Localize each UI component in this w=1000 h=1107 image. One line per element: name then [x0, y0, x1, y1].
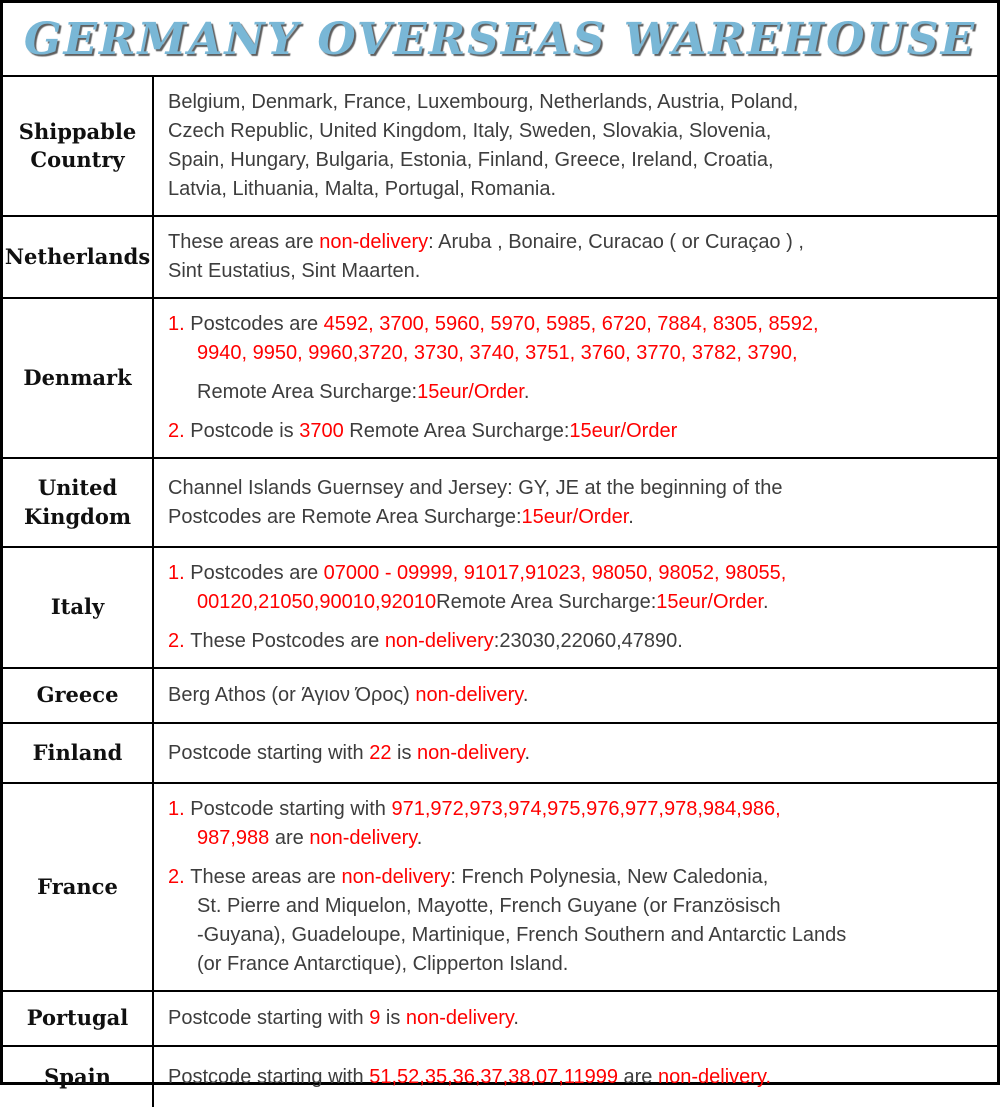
- table-row: [3, 546, 997, 667]
- highlighted-text: 971,972,973,974,975,976,977,978,984,986,: [391, 798, 781, 820]
- plain-text: .: [524, 741, 531, 764]
- country-label: Greece: [3, 669, 154, 722]
- plain-text: .: [416, 827, 423, 849]
- highlighted-text: 4592, 3700, 5960, 5970, 5985, 6720, 7884, 8305, 8592,: [323, 313, 819, 335]
- highlighted-text: non-delivery: [658, 1065, 766, 1088]
- highlighted-text: 3700: [299, 420, 344, 442]
- plain-text: Postcodes are: [190, 313, 324, 335]
- plain-text: Remote Area Surcharge:: [436, 591, 657, 613]
- plain-text: are: [617, 1065, 658, 1088]
- title-row: [3, 3, 997, 75]
- country-label: Denmark: [3, 299, 154, 457]
- table-row: [3, 457, 997, 546]
- highlighted-text: 00120,21050,90010,92010: [197, 591, 437, 613]
- detail-text: [168, 627, 989, 656]
- detail-text: [168, 681, 989, 710]
- highlighted-text: 9940, 9950, 9960,3720, 3730, 3740, 3751, 3760, 3770, 3782, 3790,: [197, 342, 798, 364]
- item-number: 1.: [168, 313, 191, 335]
- plain-text: Czech Republic, United Kingdom, Italy, Sweden, Slovakia, Slovenia,: [168, 120, 772, 142]
- detail-text: [168, 863, 989, 979]
- table-row: [3, 1045, 997, 1107]
- plain-text: Postcode starting with: [168, 741, 370, 764]
- detail-text: [168, 310, 989, 368]
- plain-text: These areas are: [168, 231, 320, 253]
- country-label: Finland: [3, 724, 154, 782]
- plain-text: .: [763, 591, 769, 613]
- plain-text: .: [628, 505, 634, 528]
- table-row: [3, 782, 997, 990]
- plain-text: Postcodes are Remote Area Surcharge:: [168, 505, 522, 528]
- detail-text: [168, 559, 989, 617]
- plain-text: are: [269, 827, 310, 849]
- country-details: [154, 1047, 997, 1107]
- country-details: [154, 992, 997, 1045]
- detail-text: [168, 1004, 989, 1033]
- plain-text: Postcode starting with: [190, 798, 392, 820]
- detail-text: [168, 1063, 989, 1092]
- item-number: 1.: [168, 798, 191, 820]
- plain-text: Postcode starting with: [168, 1065, 370, 1088]
- plain-text: Belgium, Denmark, France, Luxembourg, Netherlands, Austria, Poland,: [168, 91, 799, 113]
- country-label: Netherlands: [3, 217, 154, 297]
- page-title: GERMANY OVERSEAS WAREHOUSE: [23, 13, 977, 65]
- plain-text: is: [380, 1007, 406, 1029]
- detail-text: [168, 417, 989, 446]
- country-label: Shippable Country: [3, 77, 154, 215]
- plain-text: Berg Athos (or Άγιον Όρος): [168, 684, 416, 706]
- plain-text: Postcode is: [190, 420, 300, 442]
- plain-text: .: [522, 684, 529, 706]
- highlighted-text: .: [765, 1065, 772, 1088]
- highlighted-text: 15eur/Order: [417, 381, 524, 403]
- highlighted-text: non-delivery: [319, 231, 429, 253]
- table-row: [3, 75, 997, 215]
- item-number: 2.: [168, 630, 191, 652]
- country-details: [154, 724, 997, 782]
- highlighted-text: non-delivery: [415, 684, 523, 706]
- plain-text: .: [523, 381, 530, 403]
- country-details: [154, 548, 997, 667]
- plain-text: St. Pierre and Miquelon, Mayotte, French Guyane (or Französisch: [197, 895, 781, 917]
- detail-text: [168, 474, 989, 532]
- plain-text: Remote Area Surcharge:: [197, 381, 418, 403]
- table-row: [3, 722, 997, 782]
- highlighted-text: non-delivery: [309, 827, 417, 849]
- country-details: [154, 77, 997, 215]
- country-label: Spain: [3, 1047, 154, 1107]
- table-row: [3, 667, 997, 722]
- plain-text: (or France Antarctique), Clipperton Island.: [197, 953, 569, 975]
- table-row: [3, 297, 997, 457]
- plain-text: -Guyana), Guadeloupe, Martinique, French Southern and Antarctic Lands: [197, 924, 847, 946]
- plain-text: Channel Islands Guernsey and Jersey: GY, JE at the beginning of the: [168, 476, 783, 499]
- highlighted-text: 15eur/Order: [569, 420, 678, 442]
- country-details: [154, 784, 997, 990]
- detail-text: [168, 88, 989, 204]
- highlighted-text: non-delivery: [341, 866, 451, 888]
- plain-text: .: [513, 1007, 519, 1029]
- plain-text: Remote Area Surcharge:: [343, 420, 570, 442]
- country-label: France: [3, 784, 154, 990]
- highlighted-text: 9: [369, 1007, 381, 1029]
- country-details: [154, 669, 997, 722]
- plain-text: :23030,22060,47890.: [493, 630, 683, 652]
- plain-text: is: [391, 741, 418, 764]
- highlighted-text: 15eur/Order: [656, 591, 763, 613]
- item-number: 1.: [168, 562, 191, 584]
- country-details: [154, 217, 997, 297]
- item-number: 2.: [168, 866, 191, 888]
- country-label: Italy: [3, 548, 154, 667]
- highlighted-text: 987,988: [197, 827, 270, 849]
- table-body: [3, 75, 997, 1107]
- plain-text: Sint Eustatius, Sint Maarten.: [168, 260, 421, 282]
- plain-text: These Postcodes are: [190, 630, 385, 652]
- country-details: [154, 299, 997, 457]
- detail-text: [168, 795, 989, 853]
- table-row: [3, 990, 997, 1045]
- highlighted-text: non-delivery: [417, 741, 525, 764]
- highlighted-text: 07000 - 09999, 91017,91023, 98050, 98052, 98055,: [323, 562, 787, 584]
- plain-text: Latvia, Lithuania, Malta, Portugal, Romania.: [168, 178, 556, 200]
- plain-text: Postcodes are: [190, 562, 324, 584]
- item-number: 2.: [168, 420, 191, 442]
- plain-text: : French Polynesia, New Caledonia,: [450, 866, 769, 888]
- highlighted-text: 51,52,35,36,37,38,07,11999: [369, 1065, 618, 1088]
- plain-text: Spain, Hungary, Bulgaria, Estonia, Finland, Greece, Ireland, Croatia,: [168, 149, 774, 171]
- table-row: [3, 215, 997, 297]
- country-label: Portugal: [3, 992, 154, 1045]
- plain-text: Postcode starting with: [168, 1007, 370, 1029]
- plain-text: : Aruba , Bonaire, Curacao ( or Curaçao ) ,: [428, 231, 804, 253]
- country-details: [154, 459, 997, 546]
- detail-text: [168, 739, 989, 768]
- highlighted-text: 15eur/Order: [521, 505, 629, 528]
- detail-text: [168, 228, 989, 286]
- highlighted-text: non-delivery: [405, 1007, 514, 1029]
- plain-text: These areas are: [190, 866, 342, 888]
- highlighted-text: non-delivery: [384, 630, 494, 652]
- detail-text: [168, 378, 989, 407]
- highlighted-text: 22: [369, 741, 392, 764]
- country-label: United Kingdom: [3, 459, 154, 546]
